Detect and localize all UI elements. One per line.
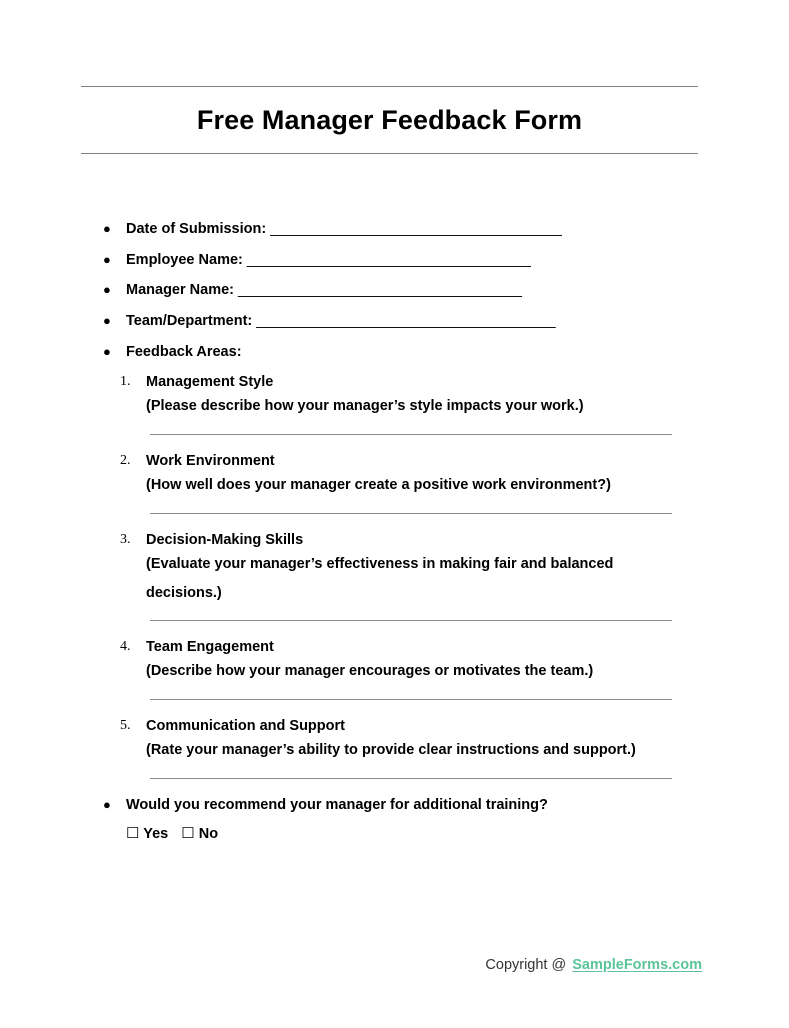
feedback-area-decision-making-skills — [120, 531, 700, 622]
area-title: Management Style — [146, 374, 274, 391]
page-title: Free Manager Feedback Form — [196, 105, 583, 135]
bullet-icon: ● — [103, 282, 111, 298]
list-number: 5. — [120, 718, 131, 734]
recommendation-choices — [126, 824, 700, 844]
checkbox-yes-label: Yes — [143, 825, 169, 842]
area-title: Decision-Making Skills — [146, 531, 304, 548]
answer-line[interactable] — [150, 513, 672, 514]
header-rule-bottom — [81, 153, 698, 154]
sampleforms-link[interactable]: SampleForms.com — [572, 957, 702, 973]
document-header — [81, 86, 698, 154]
page-footer — [81, 957, 702, 973]
area-prompt: (Describe how your manager encourages or motivates the team.) — [146, 663, 594, 680]
answer-line[interactable] — [150, 778, 672, 779]
form-content — [100, 220, 700, 844]
feedback-area-management-style — [120, 373, 700, 435]
list-number: 1. — [120, 374, 131, 390]
feedback-areas-label: Feedback Areas: — [126, 343, 242, 360]
feedback-area-communication-and-support — [120, 717, 700, 779]
recommendation-block — [100, 796, 700, 844]
area-prompt: (Evaluate your manager’s effectiveness in making fair and balanced decisions.) — [146, 555, 614, 601]
field-list — [100, 220, 700, 361]
checkbox-no[interactable]: ☐ — [181, 824, 195, 842]
field-employee-name — [100, 251, 700, 269]
field-blank-line[interactable]: ______________________________________ — [270, 221, 562, 237]
bullet-icon: ● — [103, 343, 111, 359]
bullet-icon: ● — [103, 221, 111, 236]
feedback-area-work-environment — [120, 452, 700, 514]
area-prompt: (Rate your manager’s ability to provide clear instructions and support.) — [146, 742, 636, 759]
area-prompt: (Please describe how your manager’s style impacts your work.) — [146, 398, 584, 415]
copyright-text: Copyright @ — [485, 957, 567, 973]
field-team-department — [100, 312, 700, 330]
bullet-icon: ● — [103, 796, 111, 812]
field-blank-line[interactable]: _______________________________________ — [256, 312, 556, 329]
field-blank-line[interactable]: _____________________________________ — [238, 282, 522, 299]
field-manager-name — [100, 281, 700, 299]
area-title: Team Engagement — [146, 639, 274, 656]
feedback-area-team-engagement — [120, 638, 700, 700]
checkbox-yes[interactable]: ☐ — [126, 824, 140, 842]
bullet-icon: ● — [103, 312, 111, 328]
area-title: Work Environment — [146, 452, 275, 469]
answer-line[interactable] — [150, 620, 672, 621]
answer-line[interactable] — [150, 434, 672, 435]
answer-line[interactable] — [150, 699, 672, 700]
area-prompt: (How well does your manager create a positive work environment?) — [146, 477, 611, 494]
feedback-areas-list — [100, 373, 700, 779]
field-label: Team/Department: — [126, 312, 253, 329]
area-title: Communication and Support — [146, 718, 345, 735]
field-label: Date of Submission: — [126, 221, 267, 237]
field-date-of-submission — [100, 220, 700, 238]
field-feedback-areas — [100, 343, 700, 361]
bullet-icon: ● — [103, 251, 111, 267]
field-label: Manager Name: — [126, 282, 234, 299]
list-number: 2. — [120, 452, 131, 468]
checkbox-no-label: No — [198, 825, 219, 842]
list-number: 4. — [120, 639, 131, 655]
recommendation-question: Would you recommend your manager for additional training? — [126, 796, 548, 813]
list-number: 3. — [120, 531, 131, 547]
field-label: Employee Name: — [126, 251, 243, 268]
field-blank-line[interactable]: _____________________________________ — [246, 251, 531, 268]
